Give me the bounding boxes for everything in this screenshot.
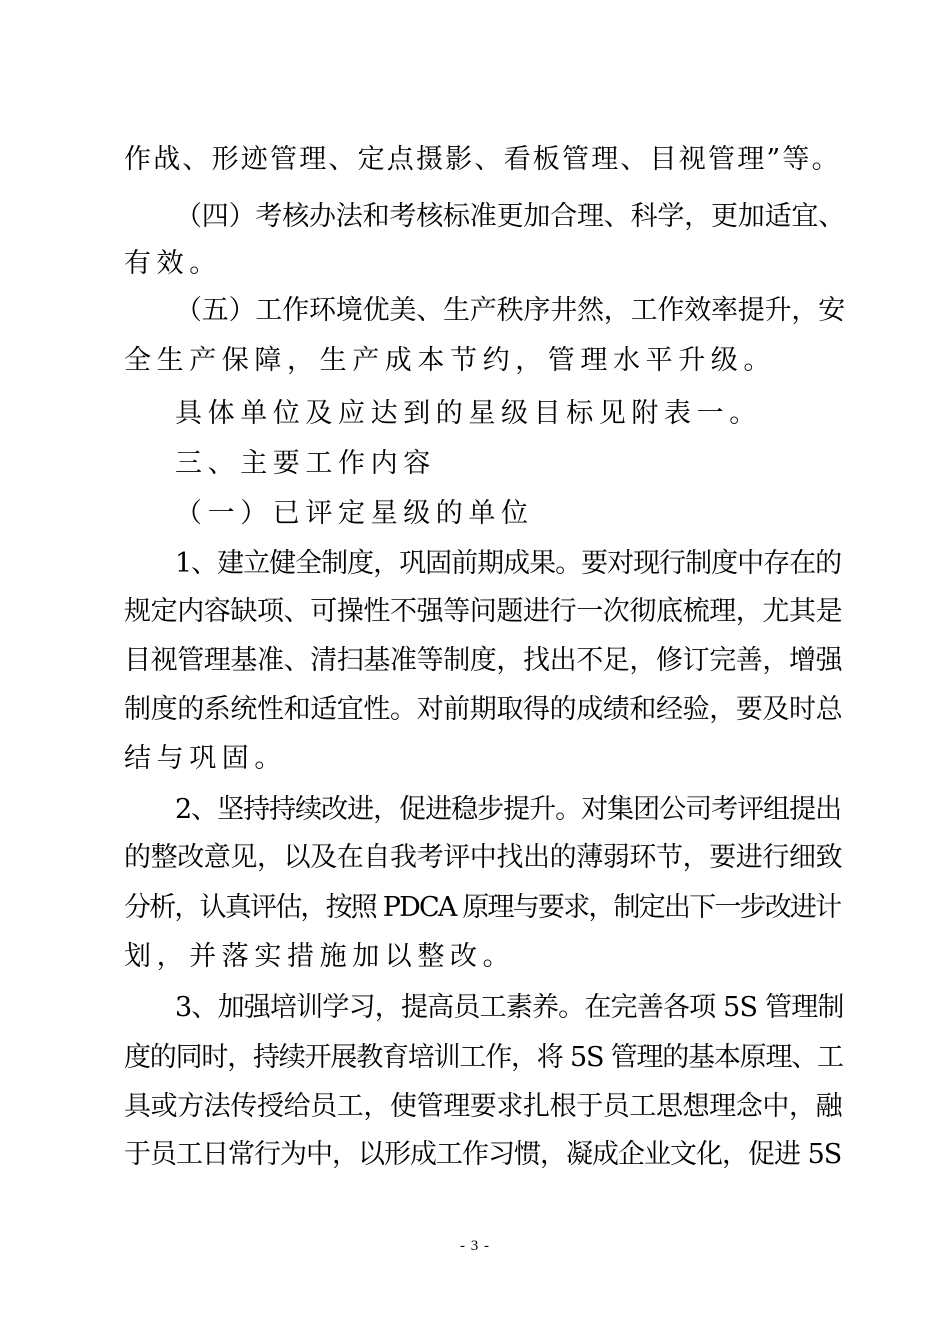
text-line-13: 结与巩固。 <box>124 743 287 774</box>
text-line-6: 具体单位及应达到的星级目标见附表一。 <box>175 398 762 429</box>
text-line-11: 目视管理基准、清扫基准等制度，找出不足，修订完善，增强 <box>124 645 843 676</box>
text-line-14: 2、坚持持续改进，促进稳步提升。对集团公司考评组提出 <box>175 794 842 825</box>
text-line-2: （四）考核办法和考核标准更加合理、科学，更加适宜、 <box>175 201 845 232</box>
text-line-5: 全生产保障，生产成本节约，管理水平升级。 <box>124 345 776 376</box>
text-line-19: 度的同时，持续开展教育培训工作，将 5S 管理的基本原理、工 <box>124 1042 843 1073</box>
text-line-20: 具或方法传授给员工，使管理要求扎根于员工思想理念中，融 <box>124 1091 843 1122</box>
text-line-10: 规定内容缺项、可操性不强等问题进行一次彻底梳理，尤其是 <box>124 596 843 627</box>
text-line-18: 3、加强培训学习，提高员工素养。在完善各项 5S 管理制 <box>175 992 844 1023</box>
text-line-17: 划，并落实措施加以整改。 <box>124 941 516 972</box>
text-line-12: 制度的系统性和适宜性。对前期取得的成绩和经验，要及时总 <box>124 694 843 725</box>
text-line-15: 的整改意见，以及在自我考评中找出的薄弱环节，要进行细致 <box>124 842 843 873</box>
text-line-21: 于员工日常行为中，以形成工作习惯，凝成企业文化，促进 5S <box>124 1139 842 1170</box>
text-line-9: 1、建立健全制度，巩固前期成果。要对现行制度中存在的 <box>175 548 842 579</box>
text-line-16: 分析，认真评估，按照 PDCA 原理与要求，制定出下一步改进计 <box>124 892 841 923</box>
section-heading: 三、主要工作内容 <box>175 448 436 479</box>
text-line-4: （五）工作环境优美、生产秩序井然，工作效率提升，安 <box>175 295 845 326</box>
page-number: - 3 - <box>460 1238 490 1254</box>
subsection-heading: （一）已评定星级的单位 <box>175 498 534 529</box>
text-line-3: 有效。 <box>124 248 222 279</box>
text-line-1: 作战、形迹管理、定点摄影、看板管理、目视管理”等。 <box>124 144 841 175</box>
